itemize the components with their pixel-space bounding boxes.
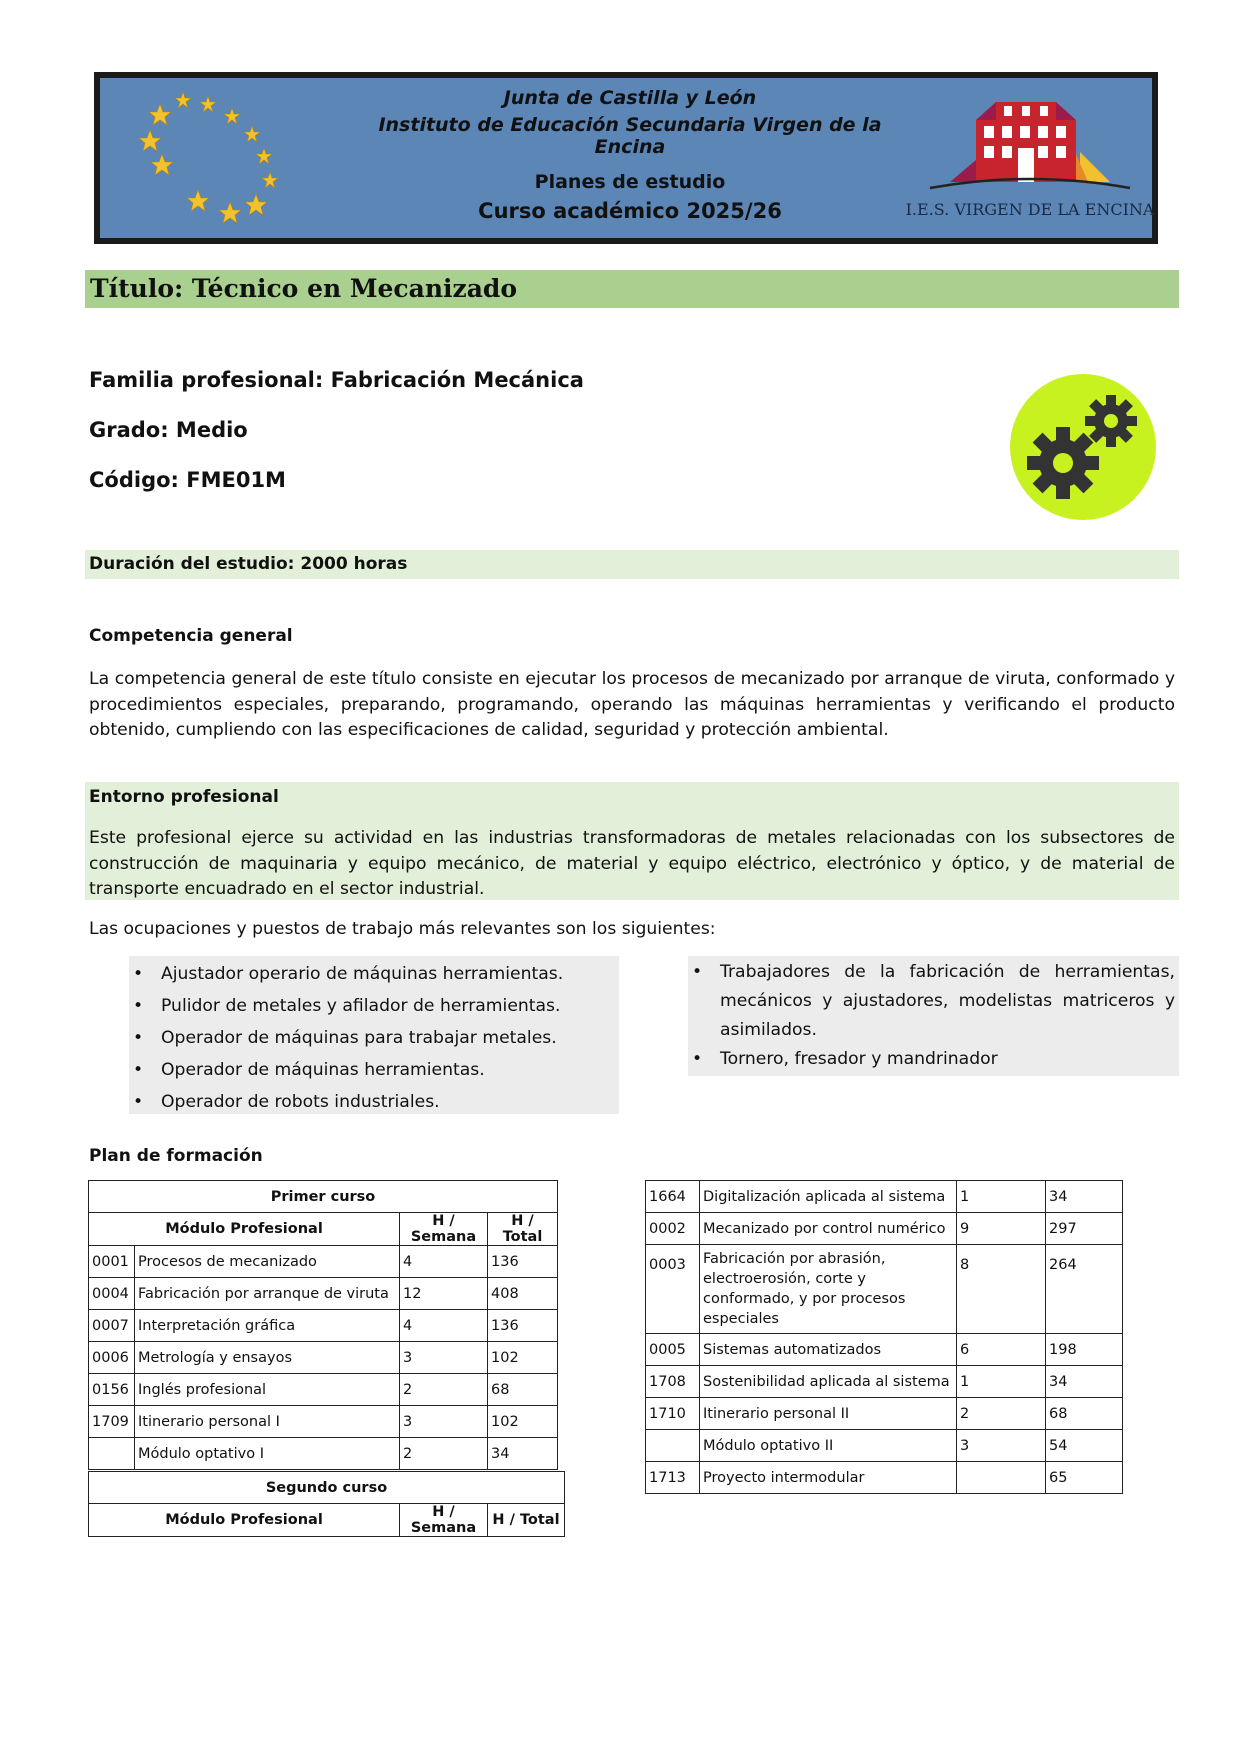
module-hours-total: 102 <box>488 1342 558 1374</box>
table-row <box>646 1462 1123 1494</box>
module-hours-week: 4 <box>400 1246 488 1278</box>
competencia-text: La competencia general de este título consiste en ejecutar los procesos de mecanizado por arranque de viruta, conformado y procedimientos especiales, preparando, programando, operando las máquinas herramientas y verificando el producto obtenido, cumpliendo con las especificaciones de calidad, seguridad y protección ambiental. <box>89 669 1175 740</box>
module-name: Sostenibilidad aplicada al sistema <box>700 1366 957 1398</box>
header-institution: Junta de Castilla y León <box>503 87 757 109</box>
plan-heading: Plan de formación <box>89 1146 263 1166</box>
table-row <box>89 1406 558 1438</box>
col-total-header: H / Total <box>488 1213 558 1246</box>
table-row <box>646 1430 1123 1462</box>
grado: Grado: Medio <box>89 418 248 442</box>
segundo-curso-title: Segundo curso <box>89 1472 565 1504</box>
module-code: 1713 <box>646 1462 700 1494</box>
module-hours-week: 6 <box>957 1334 1046 1366</box>
module-name: Itinerario personal I <box>135 1406 400 1438</box>
module-hours-week: 3 <box>400 1406 488 1438</box>
module-hours-total: 102 <box>488 1406 558 1438</box>
table-row <box>646 1334 1123 1366</box>
module-hours-week: 3 <box>400 1342 488 1374</box>
module-code: 1710 <box>646 1398 700 1430</box>
module-hours-week: 2 <box>957 1398 1046 1430</box>
module-hours-week: 2 <box>400 1374 488 1406</box>
table-row <box>646 1181 1123 1213</box>
module-code: 1664 <box>646 1181 700 1213</box>
gears-icon <box>1009 373 1157 521</box>
module-name: Itinerario personal II <box>700 1398 957 1430</box>
list-item: • Operador de máquinas herramientas. <box>129 1054 619 1086</box>
codigo: Código: FME01M <box>89 468 286 492</box>
module-code: 0005 <box>646 1334 700 1366</box>
table-row <box>89 1374 558 1406</box>
module-name: Digitalización aplicada al sistema <box>700 1181 957 1213</box>
module-code: 0003 <box>646 1245 700 1334</box>
module-hours-week: 12 <box>400 1278 488 1310</box>
col-semana-header: H / Semana <box>400 1504 488 1537</box>
table-row <box>89 1278 558 1310</box>
module-hours-total: 136 <box>488 1246 558 1278</box>
eu-stars-emblem <box>120 86 280 236</box>
entorno-text: Este profesional ejerce su actividad en las industrias transformadoras de metales relacionadas con los subsectores de construcción de maquinaria y equipo mecánico, de material y equipo eléctrico, electrónico y óptico, y de material de transporte encuadrado en el sector industrial. <box>89 828 1175 899</box>
duracion-estudio: Duración del estudio: 2000 horas <box>85 550 1179 579</box>
module-code: 0001 <box>89 1246 135 1278</box>
module-hours-week: 1 <box>957 1366 1046 1398</box>
ocupaciones-list-right <box>688 956 1179 1076</box>
module-hours-total: 34 <box>1046 1181 1123 1213</box>
module-hours-total: 198 <box>1046 1334 1123 1366</box>
module-code: 1709 <box>89 1406 135 1438</box>
module-code: 0156 <box>89 1374 135 1406</box>
module-hours-total: 136 <box>488 1310 558 1342</box>
col-modulo-header: Módulo Profesional <box>89 1504 400 1537</box>
table-row <box>89 1246 558 1278</box>
module-code: 0006 <box>89 1342 135 1374</box>
page-title: Título: Técnico en Mecanizado <box>85 270 1179 308</box>
school-logo <box>905 90 1155 230</box>
primer-curso-title: Primer curso <box>89 1181 558 1213</box>
module-hours-week <box>957 1462 1046 1494</box>
ocupaciones-intro: Las ocupaciones y puestos de trabajo más relevantes son los siguientes: <box>89 919 716 939</box>
module-name: Procesos de mecanizado <box>135 1246 400 1278</box>
module-hours-total: 68 <box>1046 1398 1123 1430</box>
header-subtitle: Planes de estudio <box>534 171 726 193</box>
module-name: Fabricación por arranque de viruta <box>135 1278 400 1310</box>
table-row <box>89 1438 558 1470</box>
module-name: Proyecto intermodular <box>700 1462 957 1494</box>
familia-profesional: Familia profesional: Fabricación Mecánica <box>89 368 584 392</box>
table-row <box>89 1342 558 1374</box>
header-academic-year: Curso académico 2025/26 <box>478 199 782 223</box>
module-code: 0007 <box>89 1310 135 1342</box>
module-name: Mecanizado por control numérico <box>700 1213 957 1245</box>
module-hours-week: 3 <box>957 1430 1046 1462</box>
table-row <box>646 1245 1123 1334</box>
module-hours-total: 65 <box>1046 1462 1123 1494</box>
module-name: Módulo optativo I <box>135 1438 400 1470</box>
module-code <box>89 1438 135 1470</box>
competencia-heading: Competencia general <box>89 626 293 646</box>
module-code: 0004 <box>89 1278 135 1310</box>
list-item: • Pulidor de metales y afilador de herramientas. <box>129 990 619 1022</box>
list-item: • Ajustador operario de máquinas herramientas. <box>129 958 619 990</box>
module-code: 0002 <box>646 1213 700 1245</box>
table-row <box>646 1366 1123 1398</box>
col-semana-header: H / Semana <box>400 1213 488 1246</box>
module-hours-week: 2 <box>400 1438 488 1470</box>
module-name: Módulo optativo II <box>700 1430 957 1462</box>
module-hours-total: 34 <box>1046 1366 1123 1398</box>
module-code <box>646 1430 700 1462</box>
module-name: Sistemas automatizados <box>700 1334 957 1366</box>
entorno-heading: Entorno profesional <box>89 787 279 807</box>
header-banner <box>95 73 1157 243</box>
module-hours-week: 1 <box>957 1181 1046 1213</box>
module-hours-total: 297 <box>1046 1213 1123 1245</box>
col-modulo-header: Módulo Profesional <box>89 1213 400 1246</box>
list-item: • Operador de robots industriales. <box>129 1086 619 1118</box>
table-row <box>89 1310 558 1342</box>
list-item: • Trabajadores de la fabricación de herramientas, mecánicos y ajustadores, modelistas matriceros y asimilados. <box>688 958 1179 1045</box>
col-total-header: H / Total <box>488 1504 565 1537</box>
module-hours-total: 68 <box>488 1374 558 1406</box>
module-hours-week: 4 <box>400 1310 488 1342</box>
module-name: Interpretación gráfica <box>135 1310 400 1342</box>
table-row <box>646 1398 1123 1430</box>
module-name: Inglés profesional <box>135 1374 400 1406</box>
module-hours-total: 264 <box>1046 1245 1123 1334</box>
list-item: • Tornero, fresador y mandrinador <box>688 1045 1179 1074</box>
ocupaciones-list-left <box>129 956 619 1114</box>
module-code: 1708 <box>646 1366 700 1398</box>
module-name: Fabricación por abrasión, electroerosión, corte y conformado, y por procesos especiales <box>700 1245 957 1334</box>
module-hours-total: 34 <box>488 1438 558 1470</box>
module-hours-week: 8 <box>957 1245 1046 1334</box>
segundo-curso-header-table <box>88 1471 565 1537</box>
module-hours-total: 54 <box>1046 1430 1123 1462</box>
table-row <box>646 1213 1123 1245</box>
module-hours-total: 408 <box>488 1278 558 1310</box>
module-name: Metrología y ensayos <box>135 1342 400 1374</box>
logo-text: I.E.S. VIRGEN DE LA ENCINA <box>905 200 1155 219</box>
segundo-curso-table <box>645 1180 1123 1494</box>
header-school: Instituto de Educación Secundaria Virgen de la Encina <box>378 114 882 158</box>
module-hours-week: 9 <box>957 1213 1046 1245</box>
list-item: • Operador de máquinas para trabajar metales. <box>129 1022 619 1054</box>
primer-curso-table <box>88 1180 558 1470</box>
